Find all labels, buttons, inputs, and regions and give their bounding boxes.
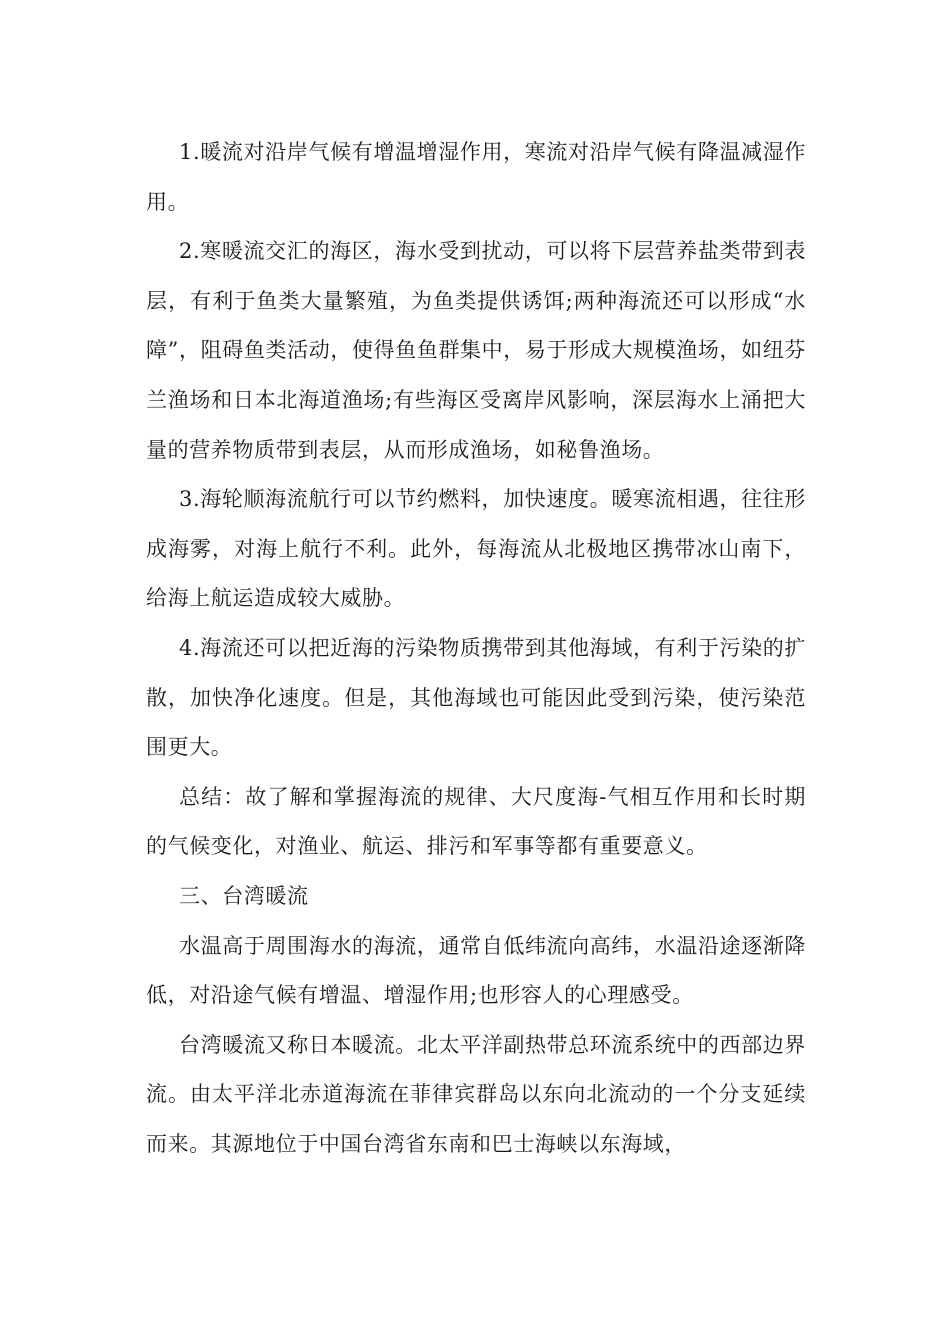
section-heading: 三、台湾暖流 [179, 883, 309, 908]
document-body [146, 128, 806, 1169]
paragraph-fishing-grounds: 2.寒暖流交汇的海区，海水受到扰动，可以将下层营养盐类带到表层，有利于鱼类大量繁殖，为鱼类提供诱饵;两种海流还可以形成“水障”，阻碍鱼类活动，使得鱼鱼群集中，易于形成大规模渔场，如纽芬兰渔场和日本北海道渔场;有些海区受离岸风影响，深层海水上涌把大量的营养物质带到表层，从而形成渔场，如秘鲁渔场。 [146, 239, 806, 462]
paragraph-warm-current-definition: 水温高于周围海水的海流，通常自低纬流向高纬，水温沿途逐渐降低，对沿途气候有增温、增湿作用;也形容人的心理感受。 [146, 933, 806, 1008]
paragraph-taiwan-current: 台湾暖流又称日本暖流。北太平洋副热带总环流系统中的西部边界流。由太平洋北赤道海流在菲律宾群岛以东向北流动的一个分支延续而来。其源地位于中国台湾省东南和巴士海峡以东海域， [146, 1032, 806, 1156]
paragraph-warm-current-climate: 1.暖流对沿岸气候有增温增湿作用，寒流对沿岸气候有降温减湿作用。 [146, 140, 806, 214]
paragraph-navigation: 3.海轮顺海流航行可以节约燃料，加快速度。暖寒流相遇，往往形成海雾，对海上航行不利。此外，每海流从北极地区携带冰山南下，给海上航运造成较大威胁。 [146, 487, 806, 611]
paragraph-pollution: 4.海流还可以把近海的污染物质携带到其他海域，有利于污染的扩散，加快净化速度。但是，其他海域也可能因此受到污染，使污染范围更大。 [146, 635, 806, 760]
paragraph-summary: 总结：故了解和掌握海流的规律、大尺度海-气相互作用和长时期的气候变化，对渔业、航运、排污和军事等都有重要意义。 [146, 784, 806, 859]
